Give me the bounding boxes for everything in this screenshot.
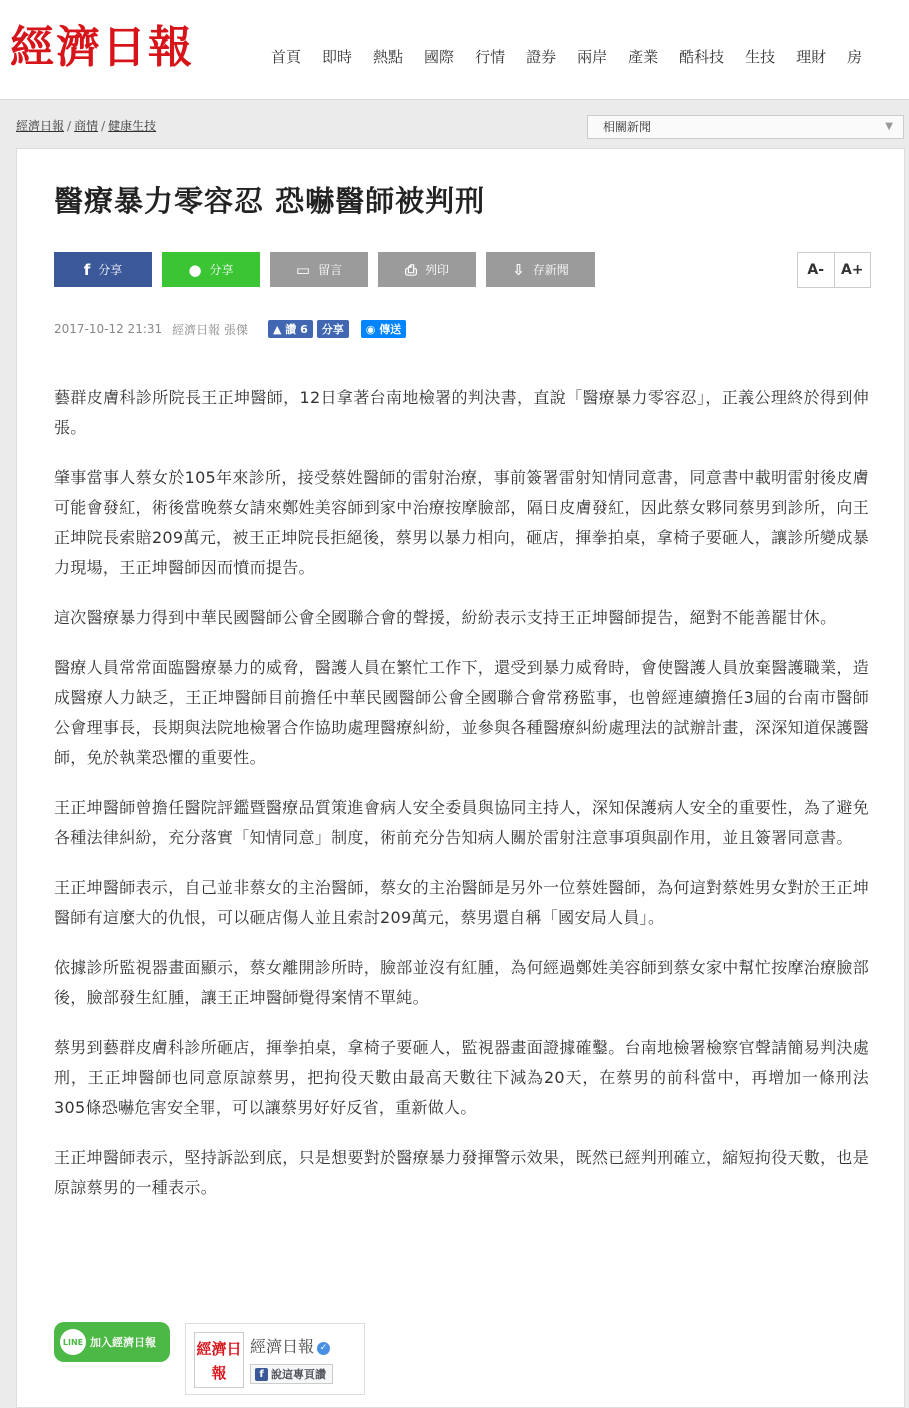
nav-item-industry[interactable]: 產業 [628,48,659,66]
facebook-share-button[interactable] [54,252,152,287]
article-datetime: 2017-10-12 21:31 [54,322,163,336]
facebook-icon: f [255,1368,268,1381]
font-size-controls [797,252,871,288]
line-add-friend-button[interactable] [54,1322,170,1362]
article-paragraph: 王正坤醫師表示，堅持訴訟到底，只是想要對於醫療暴力發揮警示效果，既然已經判刑確立，縮短拘役天數，也是原諒蔡男的一種表示。 [54,1148,870,1197]
article-paragraph: 肇事當事人蔡女於105年來診所，接受蔡姓醫師的雷射治療，事前簽署雷射知情同意書，同意書中載明雷射後皮膚可能會發紅，術後當晚蔡女請來鄭姓美容師到家中治療按摩臉部，隔日皮膚發紅，因此蔡女夥同蔡男到診所，向王正坤院長索賠209萬元，被王正坤院長拒絕後，蔡男以暴力相向，砸店，揮拳拍桌，拿椅子要砸人，讓診所變成暴力現場，王正坤醫師因而憤而提告。 [54,468,870,577]
nav-item-tech[interactable]: 酷科技 [679,48,725,66]
messenger-send-label: 傳送 [379,323,402,336]
line-add-label: 加入經濟日報 [90,1336,156,1349]
article-headline: 醫療暴力零容忍 恐嚇醫師被判刑 [54,184,486,218]
nav-item-cross-strait[interactable]: 兩岸 [577,48,608,66]
facebook-page-thumbnail[interactable]: 經濟日報 [194,1332,244,1388]
comment-button[interactable] [270,252,368,287]
related-news-select[interactable] [587,115,904,139]
verified-badge-icon: ✓ [317,1342,330,1355]
nav-item-real-estate[interactable]: 房 [847,48,863,66]
download-icon: ⇩ [512,260,525,279]
thumbs-up-icon: ▲ [272,322,286,336]
font-increase-button[interactable]: A+ [834,253,871,287]
site-header [0,0,909,100]
printer-icon: ⎙ [404,260,417,279]
facebook-page-widget [185,1323,365,1395]
article-paragraph: 藝群皮膚科診所院長王正坤醫師，12日拿著台南地檢署的判決書，直說「醫療暴力零容忍」，正義公理終於得到伸張。 [54,388,869,437]
save-news-button[interactable] [486,252,595,287]
breadcrumb-link-health[interactable]: 健康生技 [108,119,157,133]
messenger-icon: ◉ [365,322,380,336]
article-paragraph: 王正坤醫師曾擔任醫院評鑑暨醫療品質策進會病人安全委員與協同主持人，深知保護病人安全的重要性，為了避免各種法律糾紛，充分落實「知情同意」制度，術前充分告知病人關於雷射注意事項與副作用，並且簽署同意書。 [54,798,870,847]
site-logo[interactable]: 經濟日報 [10,22,194,73]
print-button[interactable] [378,252,476,287]
article-author: 經濟日報 張傑 [172,322,248,337]
facebook-like-count: 讚 6 [285,323,308,336]
breadcrumb-separator: / [67,119,72,133]
nav-item-finance[interactable]: 理財 [796,48,827,66]
nav-item-hot[interactable]: 熱點 [373,48,404,66]
facebook-like-page-label: 說這專頁讚 [271,1368,326,1381]
nav-item-market[interactable]: 行情 [475,48,506,66]
related-news-label: 相關新聞 [603,120,652,134]
breadcrumb [16,117,156,134]
font-decrease-button[interactable]: A- [807,262,825,278]
nav-item-biotech[interactable]: 生技 [745,48,776,66]
facebook-share-small-button[interactable]: 分享 [317,320,349,338]
article-body [54,383,869,1223]
article-paragraph: 這次醫療暴力得到中華民國醫師公會全國聯合會的聲援，紛紛表示支持王正坤醫師提告，絕對不能善罷甘休。 [54,608,837,627]
breadcrumb-separator: / [101,119,106,133]
breadcrumb-link-home[interactable]: 經濟日報 [16,119,65,133]
facebook-icon: f [83,260,91,279]
nav-item-international[interactable]: 國際 [424,48,455,66]
line-share-label: 分享 [209,263,234,277]
main-nav [271,46,883,67]
line-icon: LINE [60,1329,86,1355]
article-meta [54,320,406,338]
facebook-like-button[interactable] [268,320,313,338]
messenger-send-button[interactable] [361,320,406,338]
nav-item-realtime[interactable]: 即時 [322,48,353,66]
breadcrumb-link-business[interactable]: 商情 [74,119,99,133]
article-card [16,148,905,1408]
article-paragraph: 蔡男到藝群皮膚科診所砸店，揮拳拍桌，拿椅子要砸人，監視器畫面證據確鑿。台南地檢署檢察官聲請簡易判決處刑，王正坤醫師也同意原諒蔡男，把拘役天數由最高天數往下減為20天，在蔡男的前科當中，再增加一條刑法305條恐嚇危害安全罪，可以讓蔡男好好反省，重新做人。 [54,1038,870,1117]
facebook-page-name[interactable]: 經濟日報 [250,1337,315,1356]
facebook-share-label: 分享 [98,263,123,277]
comment-icon: ▭ [295,260,311,279]
print-label: 列印 [425,263,450,277]
line-share-button[interactable] [162,252,260,287]
article-paragraph: 醫療人員常常面臨醫療暴力的威脅，醫護人員在繁忙工作下，還受到暴力威脅時，會使醫護人員放棄醫護職業，造成醫療人力缺乏，王正坤醫師目前擔任中華民國醫師公會全國聯合會常務監事，也曾經連續擔任3屆的台南市醫師公會理事長，長期與法院地檢署合作協助處理醫療糾紛，並參與各種醫療糾紛處理法的試辦計畫，深深知道保護醫師，免於執業恐懼的重要性。 [54,658,870,767]
article-paragraph: 王正坤醫師表示，自己並非蔡女的主治醫師，蔡女的主治醫師是另外一位蔡姓醫師，為何這對蔡姓男女對於王正坤醫師有這麼大的仇恨，可以砸店傷人並且索討209萬元，蔡男還自稱「國安局人員」。 [54,878,870,927]
line-icon: ● [188,260,202,279]
nav-item-home[interactable]: 首頁 [271,48,302,66]
facebook-page-name-row [250,1334,330,1357]
article-paragraph: 依據診所監視器畫面顯示，蔡女離開診所時，臉部並沒有紅腫，為何經過鄭姓美容師到蔡女家中幫忙按摩治療臉部後，臉部發生紅腫，讓王正坤醫師覺得案情不單純。 [54,958,870,1007]
nav-item-securities[interactable]: 證券 [526,48,557,66]
chevron-down-icon: ▼ [885,121,893,132]
comment-label: 留言 [318,263,343,277]
save-news-label: 存新聞 [532,263,569,277]
facebook-like-page-button[interactable] [250,1364,333,1384]
